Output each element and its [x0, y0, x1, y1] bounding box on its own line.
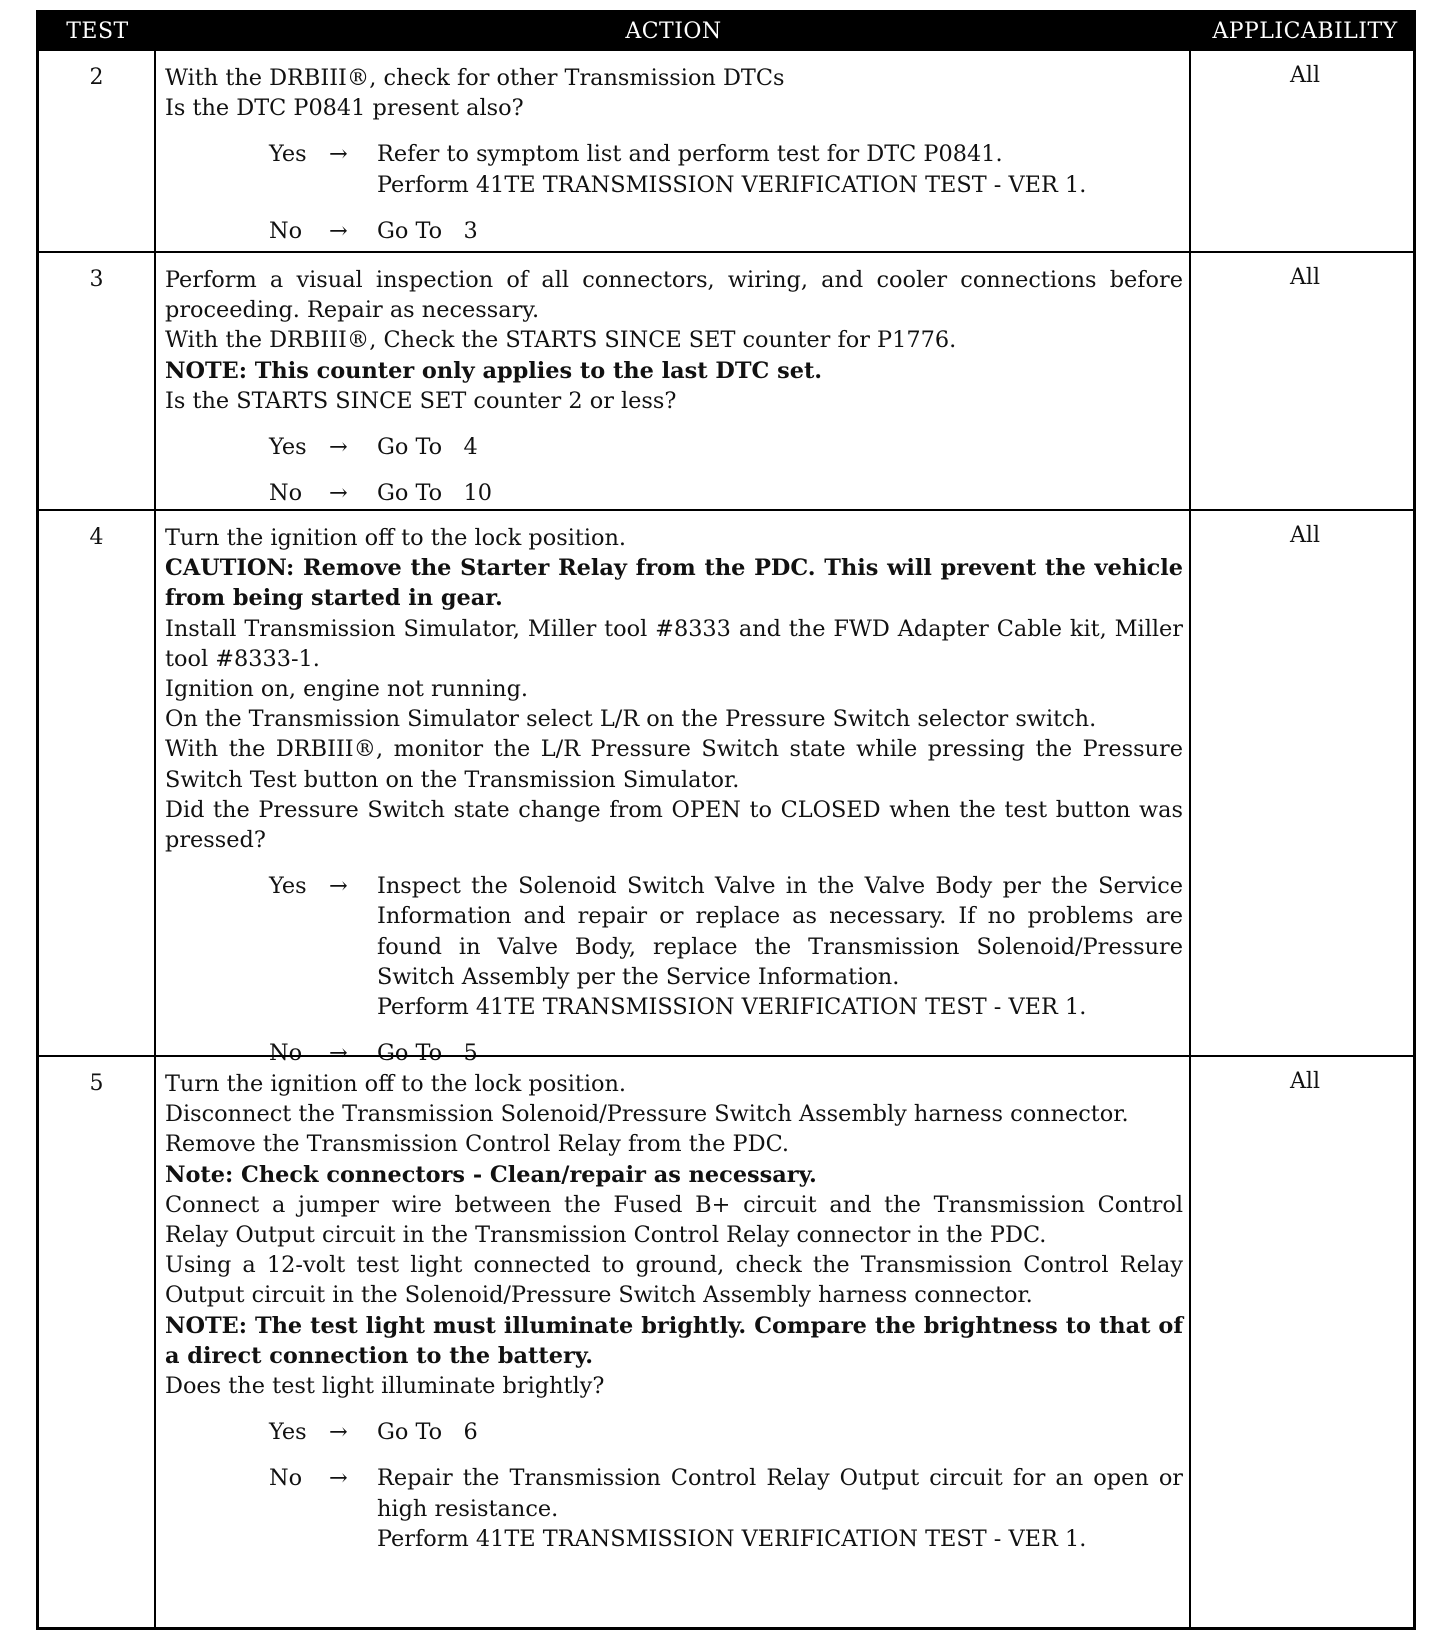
result-line: Go To 10	[377, 480, 493, 507]
arrow-right-icon: →	[329, 873, 348, 900]
result-line: Perform 41TE TRANSMISSION VERIFICATION TEST - VER 1.	[377, 171, 1087, 198]
action-line: Did the Pressure Switch state change from OPEN to CLOSED when the test button was pressed?	[165, 796, 1183, 854]
yes-result	[377, 432, 1183, 462]
note-line: NOTE: The test light must illuminate brightly. Compare the brightness to that of a direct connection to the battery.	[165, 1312, 1183, 1369]
column-divider	[154, 253, 156, 511]
action-line: Using a 12-volt test light connected to ground, check the Transmission Control Relay Output circuit in the Solenoid/Pressure Switch Assembly harness connector.	[165, 1252, 1183, 1309]
result-line: Repair the Transmission Control Relay Output circuit for an open or high resistance.	[377, 1465, 1183, 1522]
action-cell	[165, 265, 1183, 508]
result-line: Refer to symptom list and perform test for DTC P0841.	[377, 141, 1003, 168]
arrow-right-icon: →	[329, 1419, 348, 1446]
arrow-right-icon: →	[329, 1040, 348, 1067]
no-result	[377, 478, 1183, 508]
action-line: Remove the Transmission Control Relay from the PDC.	[165, 1131, 790, 1158]
arrow-right-icon: →	[329, 217, 348, 244]
no-label: No	[269, 1040, 303, 1067]
result-line: Go To 6	[377, 1419, 478, 1446]
result-line: Perform 41TE TRANSMISSION VERIFICATION TEST - VER 1.	[377, 994, 1087, 1021]
action-line: Turn the ignition off to the lock position.	[165, 525, 627, 551]
no-label: No	[269, 480, 303, 507]
no-answer	[165, 478, 1183, 508]
action-cell	[165, 523, 1183, 1068]
action-cell	[165, 63, 1183, 246]
result-line: Perform 41TE TRANSMISSION VERIFICATION TEST - VER 1.	[377, 1525, 1087, 1552]
note-line: NOTE: This counter only applies to the last DTC set.	[165, 357, 823, 384]
arrow-right-icon: →	[329, 480, 348, 507]
caution-line: CAUTION: Remove the Starter Relay from the PDC. This will prevent the vehicle from being started in gear.	[165, 555, 1183, 612]
column-divider	[1189, 511, 1191, 1057]
yes-answer	[165, 1417, 1183, 1447]
action-line: Turn the ignition off to the lock position.	[165, 1071, 627, 1097]
no-answer	[165, 1463, 1183, 1554]
no-result	[377, 1463, 1183, 1554]
yes-answer	[165, 139, 1183, 199]
column-divider	[154, 1057, 156, 1627]
column-divider	[154, 51, 156, 253]
action-line: Connect a jumper wire between the Fused B+ circuit and the Transmission Control Relay Output circuit in the Transmission Control Relay connector in the PDC.	[165, 1191, 1183, 1249]
yes-result	[377, 1417, 1183, 1447]
column-divider	[1189, 1057, 1191, 1627]
no-label: No	[269, 217, 303, 244]
action-line: Ignition on, engine not running.	[165, 676, 529, 703]
arrow-right-icon: →	[329, 1465, 348, 1492]
action-line: Perform a visual inspection of all connectors, wiring, and cooler connections before proceeding. Repair as necessary.	[165, 267, 1183, 324]
action-line: Is the STARTS SINCE SET counter 2 or less?	[165, 387, 677, 414]
result-line: Go To 4	[377, 434, 478, 461]
yes-label: Yes	[269, 873, 307, 900]
test-number: 2	[89, 65, 104, 90]
action-line: On the Transmission Simulator select L/R on the Pressure Switch selector switch.	[165, 706, 1097, 733]
yes-answer	[165, 871, 1183, 1022]
action-line: Does the test light illuminate brightly?	[165, 1373, 605, 1400]
applicability-value: All	[1290, 1069, 1320, 1094]
header-action: ACTION	[625, 19, 722, 44]
test-number: 4	[89, 525, 104, 550]
action-line: Is the DTC P0841 present also?	[165, 95, 524, 122]
result-line: Inspect the Solenoid Switch Valve in the Valve Body per the Service Information and repair or replace as necessary. If no problems are found in Valve Body, replace the Transmission Solenoid/Pressure Switch Assembly per the Service Information.	[377, 873, 1183, 990]
note-line: Note: Check connectors - Clean/repair as necessary.	[165, 1161, 817, 1188]
yes-result	[377, 871, 1183, 1022]
action-line: With the DRBIII®, monitor the L/R Pressure Switch state while pressing the Pressure Switch Test button on the Transmission Simulator.	[165, 736, 1183, 793]
applicability-value: All	[1290, 63, 1320, 88]
yes-label: Yes	[269, 434, 307, 461]
yes-answer	[165, 432, 1183, 462]
diagnostic-procedure-table	[36, 10, 1416, 1630]
action-line: With the DRBIII®, Check the STARTS SINCE SET counter for P1776.	[165, 327, 957, 354]
table-header	[39, 13, 1413, 51]
table-row	[39, 1055, 1413, 1627]
test-number: 3	[89, 267, 104, 292]
no-answer	[165, 216, 1183, 246]
header-test: TEST	[66, 19, 129, 44]
applicability-value: All	[1290, 523, 1320, 548]
applicability-value: All	[1290, 265, 1320, 290]
result-line: Go To 3	[377, 217, 478, 244]
action-cell	[165, 1069, 1183, 1554]
action-line: With the DRBIII®, check for other Transmission DTCs	[165, 65, 785, 91]
yes-label: Yes	[269, 141, 307, 168]
yes-label: Yes	[269, 1419, 307, 1446]
column-divider	[154, 511, 156, 1057]
no-label: No	[269, 1465, 303, 1492]
test-number: 5	[89, 1071, 104, 1096]
no-result	[377, 216, 1183, 246]
table-row	[39, 509, 1413, 1067]
header-applicability: APPLICABILITY	[1212, 19, 1398, 44]
result-line: Go To 5	[377, 1040, 478, 1067]
table-row	[39, 251, 1413, 511]
table-row	[39, 49, 1413, 253]
action-line: Disconnect the Transmission Solenoid/Pressure Switch Assembly harness connector.	[165, 1101, 1129, 1128]
arrow-right-icon: →	[329, 434, 348, 461]
action-line: Install Transmission Simulator, Miller tool #8333 and the FWD Adapter Cable kit, Miller tool #8333-1.	[165, 615, 1183, 672]
arrow-right-icon: →	[329, 141, 348, 168]
column-divider	[1189, 253, 1191, 511]
yes-result	[377, 139, 1183, 199]
